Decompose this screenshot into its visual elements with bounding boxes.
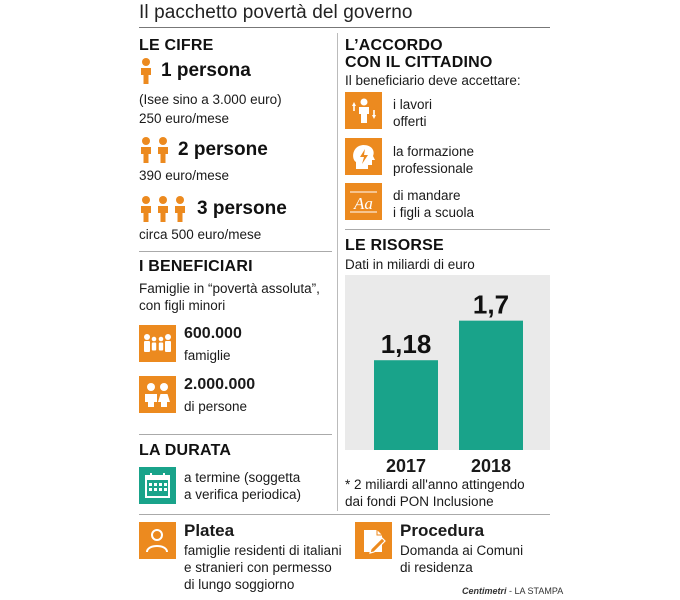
bar-value-label: 1,7 <box>472 289 510 320</box>
procedura-line-1: Domanda ai Comuni <box>400 543 524 558</box>
bar-2017 <box>374 360 438 450</box>
credit-brand: Centimetri <box>462 586 507 596</box>
cifre-heading: LE CIFRE <box>139 37 214 54</box>
bar-2018 <box>459 321 523 450</box>
cifre-label-3: 3 persone <box>197 198 287 219</box>
divider <box>139 434 332 435</box>
cifre-amount-2: 390 euro/mese <box>139 168 230 183</box>
stat-value-1: 600.000 <box>184 325 242 342</box>
credit-source: - LA STAMPA <box>509 586 564 596</box>
cifre-amount-3: circa 500 euro/mese <box>139 227 262 242</box>
person-icon <box>139 58 153 84</box>
accordo-heading-2: CON IL CITTADINO <box>345 54 493 71</box>
procedura-line-2: di residenza <box>400 560 473 575</box>
accordo-item-1-line-1: i lavori <box>393 97 433 112</box>
accordo-item-2-line-2: professionale <box>393 161 474 176</box>
people-icon <box>139 376 176 413</box>
two-persons-icon <box>139 137 171 163</box>
page-title: Il pacchetto povertà del governo <box>139 2 413 23</box>
cifre-note-1: (Isee sino a 3.000 euro) <box>139 92 282 107</box>
audience-icon <box>139 522 176 559</box>
risorse-subtitle: Dati in miliardi di euro <box>345 257 475 272</box>
accordo-intro: Il beneficiario deve accettare: <box>345 73 521 88</box>
three-persons-icon <box>139 196 187 222</box>
stat-label-1: famiglie <box>184 348 231 363</box>
divider <box>139 514 550 515</box>
platea-line-1: famiglie residenti di italiani <box>184 543 342 558</box>
platea-heading: Platea <box>184 521 235 540</box>
risorse-footnote-1: * 2 miliardi all'anno attingendo <box>345 477 525 492</box>
school-letters-icon <box>345 183 382 220</box>
durata-line-2: a verifica periodica) <box>184 487 302 502</box>
platea-line-3: di lungo soggiorno <box>184 577 295 592</box>
chart-panel <box>345 275 550 450</box>
beneficiari-desc-1: Famiglie in “povertà assoluta”, <box>139 281 320 296</box>
beneficiari-desc-2: con figli minori <box>139 298 226 313</box>
stat-value-2: 2.000.000 <box>184 376 256 393</box>
calendar-icon <box>139 467 176 504</box>
accordo-item-3-line-2: i figli a scuola <box>393 205 475 220</box>
job-icon <box>345 92 382 129</box>
risorse-footnote-2: dai fondi PON Inclusione <box>345 494 494 509</box>
accordo-item-1-line-2: offerti <box>393 114 427 129</box>
durata-heading: LA DURATA <box>139 442 232 459</box>
divider <box>345 229 550 230</box>
svg-text:Aa: Aa <box>354 194 373 213</box>
resources-bar-chart <box>345 275 550 450</box>
family-icon <box>139 325 176 362</box>
platea-line-2: e stranieri con permesso <box>184 560 332 575</box>
cifre-label-1: 1 persona <box>161 60 251 81</box>
accordo-item-2-line-1: la formazione <box>393 144 475 159</box>
durata-line-1: a termine (soggetta <box>184 470 301 485</box>
cifre-label-2: 2 persone <box>178 139 268 160</box>
head-lightning-icon <box>345 138 382 175</box>
beneficiari-heading: I BENEFICIARI <box>139 258 253 275</box>
procedura-heading: Procedura <box>400 521 485 540</box>
credit <box>462 586 563 596</box>
x-tick-label: 2018 <box>470 456 512 476</box>
column-separator <box>337 33 338 511</box>
divider <box>139 251 332 252</box>
risorse-heading: LE RISORSE <box>345 237 444 254</box>
bar-value-label: 1,18 <box>380 329 432 360</box>
stat-label-2: di persone <box>184 399 248 414</box>
document-pen-icon <box>355 522 392 559</box>
x-tick-label: 2017 <box>385 456 427 476</box>
cifre-amount-1: 250 euro/mese <box>139 111 230 126</box>
accordo-heading-1: L’ACCORDO <box>345 37 443 54</box>
title-rule <box>139 27 550 28</box>
accordo-item-3-line-1: di mandare <box>393 188 461 203</box>
